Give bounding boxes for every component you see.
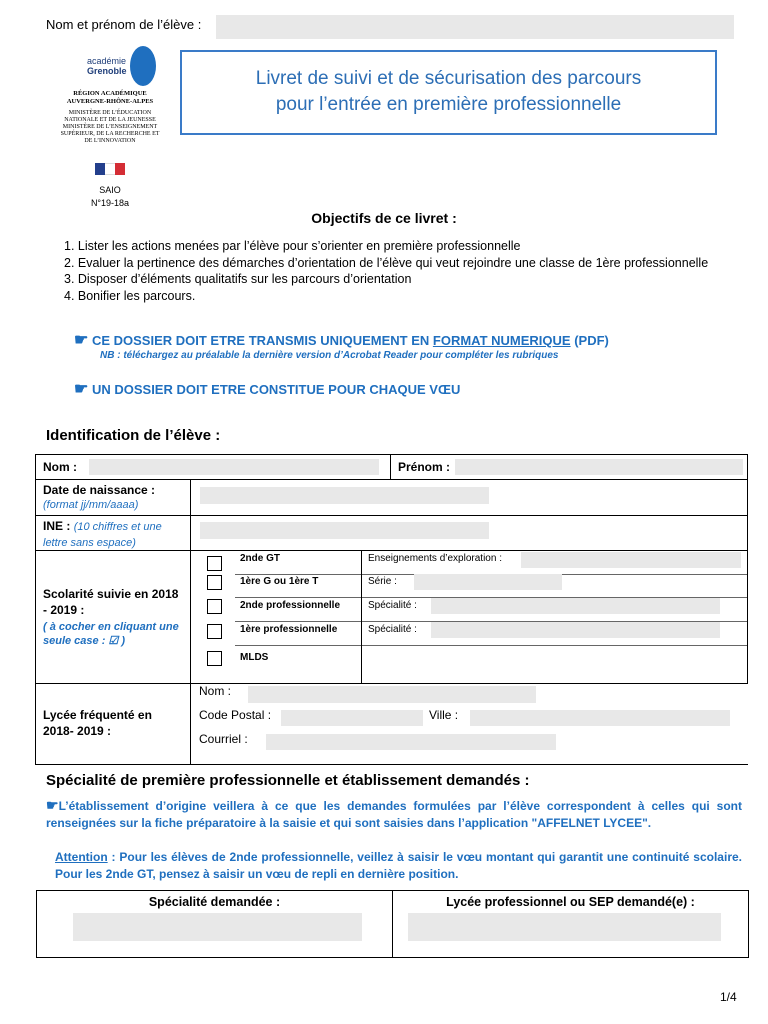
- academie-logo: [60, 44, 160, 214]
- logo-academie-text: académie: [87, 56, 127, 66]
- notice-format-text: CE DOSSIER DOIT ETRE TRANSMIS UNIQUEMENT EN: [91, 333, 433, 348]
- checkbox-1ere-pro[interactable]: [207, 624, 222, 639]
- option-2nde-pro: 2nde professionnelle: [240, 600, 341, 611]
- specialite-demandee-field[interactable]: [73, 913, 362, 941]
- scolarite-hint: ( à cocher en cliquant une seule case : ☑ ): [43, 621, 179, 647]
- lycee-label: Lycée fréquenté en 2018- 2019 :: [43, 708, 152, 738]
- scolarite-label: Scolarité suivie en 2018 - 2019 :: [43, 587, 179, 617]
- identification-table: [35, 454, 748, 765]
- lycee-courriel-label: Courriel :: [199, 732, 248, 746]
- option-1ere-pro-sub: Spécialité :: [368, 624, 417, 635]
- student-name-field[interactable]: [216, 15, 734, 39]
- serie-field[interactable]: [414, 574, 562, 590]
- logo-ministere: MINISTÈRE DE L’ÉDUCATION NATIONALE ET DE LA JEUNESSE MINISTÈRE DE L’ENSEIGNEMENT SUPÉRIEUR, DE LA RECHERCHE ET DE L’INNOVATION: [60, 110, 160, 144]
- objective-item: 4. Bonifier les parcours.: [64, 288, 196, 303]
- notice-nb: NB : téléchargez au préalable la dernière version d’Acrobat Reader pour compléter les rubriques: [100, 350, 559, 361]
- ine-label-block: [43, 519, 183, 551]
- prenom-label: Prénom :: [398, 460, 451, 474]
- dob-hint: (format jj/mm/aaaa): [43, 499, 139, 511]
- format-numerique-text: FORMAT NUMERIQUE: [432, 333, 571, 348]
- pdf-text: (PDF): [570, 333, 609, 348]
- nom-label: Nom :: [43, 460, 77, 474]
- identification-title: Identification de l’élève :: [46, 427, 221, 444]
- option-1ere-pro: 1ère professionnelle: [240, 624, 338, 635]
- checkbox-2nde-pro[interactable]: [207, 599, 222, 614]
- french-flag-icon: [95, 163, 125, 175]
- document-title-box: [180, 50, 717, 135]
- attention-text: : Pour les élèves de 2nde professionnelle, veillez à saisir le vœu montant qui garantit une continuité scolaire. Pour les 2nde GT, pensez à saisir un vœu de repli en dernière position.: [55, 850, 742, 881]
- option-1ere-gt: 1ère G ou 1ère T: [240, 576, 319, 587]
- specialite-title: Spécialité de première professionnelle et établissement demandés :: [46, 772, 530, 789]
- academie-logo-text: [87, 56, 127, 76]
- pointing-hand-icon: ☛: [74, 332, 89, 349]
- logo-region: RÉGION ACADÉMIQUE AUVERGNE-RHÔNE-ALPES: [66, 90, 154, 105]
- page-number: 1/4: [720, 990, 737, 1004]
- objectives-title: Objectifs de ce livret :: [311, 210, 457, 226]
- specialite-2nde-field[interactable]: [431, 598, 720, 614]
- title-line-2: pour l’entrée en première professionnelle: [275, 94, 622, 115]
- exploration-field[interactable]: [521, 552, 741, 568]
- ine-field[interactable]: [200, 522, 489, 539]
- lycee-ville-label: Ville :: [429, 708, 459, 722]
- notice-one-per-wish: [74, 379, 460, 399]
- title-line-1: Livret de suivi et de sécurisation des parcours: [255, 68, 642, 89]
- checkbox-1ere-gt[interactable]: [207, 575, 222, 590]
- specialite-note-text: L’établissement d’origine veillera à ce que les demandes formulées par l’élève correspondent à celles qui sont renseignées sur la fiche préparatoire à la saisie et qui sont saisies dans l’application "AFFELNET LYCEE".: [46, 799, 742, 830]
- logo-grenoble-text: Grenoble: [87, 66, 127, 76]
- option-2nde-pro-sub: Spécialité :: [368, 600, 417, 611]
- specialite-demandee-label: Spécialité demandée :: [148, 895, 281, 909]
- specialite-note: [46, 797, 742, 832]
- request-table: [36, 890, 749, 958]
- lycee-ville-field[interactable]: [470, 710, 730, 726]
- objective-item: 1. Lister les actions menées par l’élève pour s’orienter en première professionnelle: [64, 239, 521, 253]
- lycee-cp-field[interactable]: [281, 710, 423, 726]
- attention-label: Attention: [55, 850, 108, 864]
- student-name-label: Nom et prénom de l’élève :: [46, 17, 202, 32]
- lycee-courriel-field[interactable]: [266, 734, 556, 750]
- objective-item: 2. Evaluer la pertinence des démarches d’orientation de l’élève qui veut rejoindre une classe de 1ère professionnelle: [64, 255, 709, 270]
- specialite-1ere-field[interactable]: [431, 622, 720, 638]
- notice-one-per-wish-text: UN DOSSIER DOIT ETRE CONSTITUE POUR CHAQUE VŒU: [91, 382, 461, 397]
- document-title: [182, 66, 715, 118]
- academie-e-icon: [130, 46, 156, 86]
- notice-format: [74, 330, 609, 350]
- option-mlds: MLDS: [240, 652, 269, 663]
- saio-ref: [60, 184, 160, 210]
- dob-label: Date de naissance :: [43, 483, 156, 497]
- ine-hint: (10 chiffres et une lettre sans espace): [43, 521, 162, 549]
- option-2nde-gt-sub: Enseignements d’exploration :: [368, 553, 502, 564]
- lycee-nom-field[interactable]: [248, 686, 536, 703]
- ine-label: INE :: [43, 519, 71, 533]
- checkbox-mlds[interactable]: [207, 651, 222, 666]
- nom-field[interactable]: [89, 459, 379, 475]
- prenom-field[interactable]: [455, 459, 743, 475]
- option-2nde-gt: 2nde GT: [240, 553, 281, 564]
- objectives-list: [64, 238, 708, 304]
- lycee-nom-label: Nom :: [199, 684, 232, 698]
- checkbox-2nde-gt[interactable]: [207, 556, 222, 571]
- form-reference: N°19-18a: [90, 198, 130, 208]
- pointing-hand-icon: ☛: [74, 381, 89, 398]
- attention-note: [55, 849, 742, 883]
- lycee-demande-field[interactable]: [408, 913, 721, 941]
- objective-item: 3. Disposer d’éléments qualitatifs sur les parcours d’orientation: [64, 272, 412, 286]
- lycee-cp-label: Code Postal :: [199, 708, 272, 722]
- pointing-hand-icon: ☛: [46, 797, 59, 813]
- saio-label: SAIO: [99, 185, 121, 195]
- option-1ere-gt-sub: Série :: [368, 576, 397, 587]
- lycee-demande-label: Lycée professionnel ou SEP demandé(e) :: [446, 895, 695, 909]
- dob-field[interactable]: [200, 487, 489, 504]
